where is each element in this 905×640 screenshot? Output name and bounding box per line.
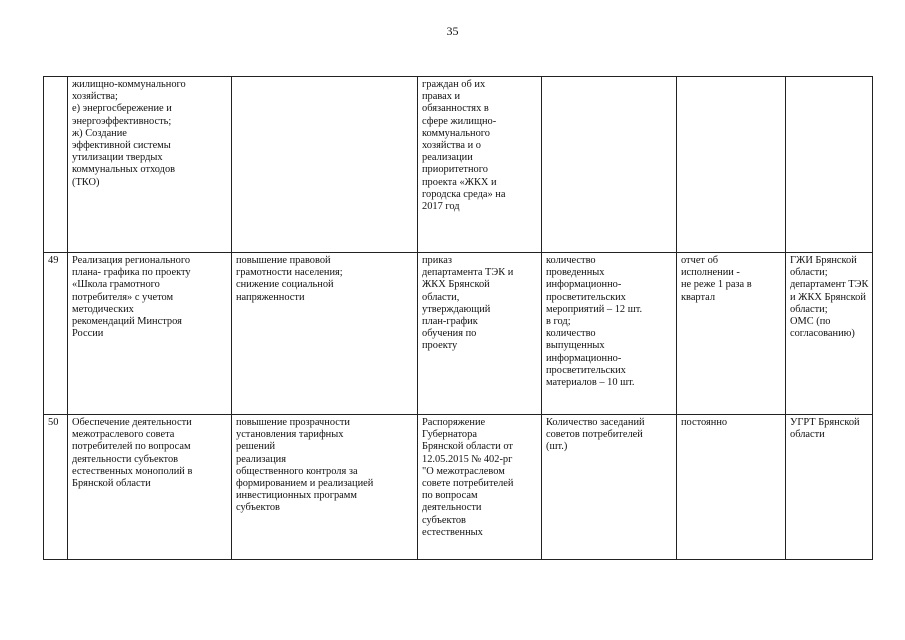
executor-line: области (790, 429, 825, 441)
report-form-line: постоянно (681, 417, 728, 428)
executor-cell (786, 253, 873, 415)
document-type-line: приказ (422, 255, 452, 266)
document-type-cell (418, 415, 542, 560)
document-type-line: ЖКХ Брянской (422, 279, 490, 291)
executor-line: УГРТ Брянской (790, 417, 860, 428)
executor-line: департамент ТЭК (790, 279, 869, 291)
page-number: 35 (446, 24, 459, 38)
document-type-line: Распоряжение (422, 417, 486, 428)
report-form-line: не реже 1 раза в (681, 279, 752, 291)
indicator-line: количество (546, 255, 596, 266)
indicator-line: советов потребителей (546, 429, 643, 441)
expected-result-line: субъектов (236, 502, 280, 514)
document-type-line: сфере жилищно- (422, 115, 497, 127)
document-type-cell (418, 253, 542, 415)
document-type-line: приоритетного (422, 164, 488, 176)
indicator-line: Количество заседаний (546, 417, 645, 428)
document-type-line: обучения по (422, 328, 477, 340)
executor-line: ОМС (по (790, 316, 831, 328)
row-number: 50 (48, 417, 59, 428)
indicator-line: (шт.) (546, 441, 568, 453)
expected-result-line: повышение прозрачности (236, 417, 350, 428)
indicator-line: проведенных (546, 267, 605, 279)
document-type-line: "О межотраслевом (422, 465, 505, 477)
document-type-cell (418, 77, 542, 253)
expected-result-line: грамотности населения; (236, 267, 343, 279)
table-row (44, 77, 873, 253)
expected-result-line: реализация (236, 453, 287, 465)
measure-name-cell (68, 415, 232, 560)
measure-name-line: межотраслевого совета (72, 429, 175, 441)
measure-name-line: рекомендаций Минстроя (72, 316, 182, 328)
indicator-line: просветительских (546, 291, 626, 303)
measure-name-line: утилизации твердых (72, 152, 163, 164)
measure-name-line: потребителя» с учетом (72, 291, 174, 303)
indicator-line: информационно- (546, 352, 622, 364)
measure-name-line: деятельности субъектов (72, 453, 179, 465)
measure-name-line: России (72, 328, 104, 340)
measure-name-line: Брянской области (72, 478, 151, 490)
report-form-line: квартал (681, 291, 716, 303)
measure-name-line: «Школа грамотного (72, 279, 160, 291)
row-number-cell (44, 253, 68, 415)
expected-result-cell (232, 415, 418, 560)
report-form-cell (677, 253, 786, 415)
document-type-line: реализации (422, 152, 473, 164)
measure-name-line: Реализация регионального (72, 255, 191, 266)
expected-result-line: повышение правовой (236, 255, 331, 266)
executor-line: ГЖИ Брянской (790, 255, 857, 266)
measure-name-line: (ТКО) (72, 176, 100, 188)
indicator-line: просветительских (546, 364, 626, 376)
measure-name-line: потребителей по вопросам (72, 441, 191, 453)
measure-name-line: е) энергосбережение и (72, 103, 172, 115)
executor-line: и ЖКХ Брянской (790, 291, 866, 303)
document-type-line: Губернатора (422, 429, 477, 441)
document-type-line: план-график (422, 316, 478, 328)
document-type-line: 2017 год (422, 201, 460, 213)
measure-name-line: Обеспечение деятельности (72, 417, 192, 428)
document-type-line: совете потребителей (422, 478, 514, 490)
measure-name-cell (68, 253, 232, 415)
document-type-line: проекта «ЖКХ и (422, 176, 497, 188)
table-row (44, 253, 873, 415)
document-type-line: правах и (422, 91, 461, 103)
document-type-line: городска среда» на (422, 188, 506, 200)
document-type-line: 12.05.2015 № 402-рг (422, 453, 513, 465)
measure-name-line: коммунальных отходов (72, 164, 176, 176)
document-type-line: субъектов (422, 514, 466, 526)
document-type-line: проекту (422, 340, 458, 352)
table-row (44, 415, 873, 560)
row-number: 49 (48, 255, 59, 266)
measure-name-line: эффективной системы (72, 140, 171, 152)
indicator-line: мероприятий – 12 шт. (546, 303, 643, 315)
indicator-cell (542, 253, 677, 415)
document-type-line: хозяйства и о (422, 140, 481, 152)
expected-result-line: общественного контроля за (236, 465, 358, 477)
expected-result-line: инвестиционных программ (236, 490, 357, 502)
indicator-line: выпущенных (546, 340, 605, 352)
measure-name-line: энергоэффективность; (72, 115, 172, 127)
report-form-cell (677, 77, 786, 253)
measure-name-line: плана- графика по проекту (72, 267, 191, 279)
document-type-line: коммунального (422, 127, 491, 139)
measure-name-cell (68, 77, 232, 253)
expected-result-cell (232, 77, 418, 253)
report-form-line: исполнении - (681, 267, 740, 279)
row-number-cell (44, 415, 68, 560)
document-type-line: области, (422, 291, 460, 303)
indicator-line: материалов – 10 шт. (546, 377, 635, 389)
indicator-line: в год; (546, 316, 571, 328)
document-type-line: департамента ТЭК и (422, 267, 514, 279)
document-type-line: обязанностях в (422, 103, 489, 115)
executor-line: области; (790, 303, 828, 315)
expected-result-line: установления тарифных (236, 429, 344, 441)
plan-table (43, 76, 873, 560)
expected-result-line: напряженности (236, 291, 305, 303)
executor-cell (786, 77, 873, 253)
expected-result-cell (232, 253, 418, 415)
measure-name-line: хозяйства; (72, 91, 118, 103)
document-type-line: по вопросам (422, 490, 478, 502)
measure-name-line: жилищно-коммунального (72, 79, 186, 90)
document-type-line: естественных (422, 526, 483, 538)
measure-name-line: методических (72, 303, 134, 315)
expected-result-line: снижение социальной (236, 279, 334, 291)
document-type-line: Брянской области от (422, 441, 513, 453)
document-type-line: граждан об их (422, 79, 486, 90)
indicator-cell (542, 77, 677, 253)
executor-cell (786, 415, 873, 560)
indicator-line: количество (546, 328, 596, 340)
executor-line: согласованию) (790, 328, 855, 340)
report-form-line: отчет об (681, 255, 719, 266)
expected-result-line: решений (236, 441, 276, 453)
measure-name-line: естественных монополий в (72, 465, 193, 477)
report-form-cell (677, 415, 786, 560)
executor-line: области; (790, 267, 828, 279)
document-type-line: деятельности (422, 502, 482, 514)
measure-name-line: ж) Создание (72, 127, 127, 139)
indicator-cell (542, 415, 677, 560)
document-type-line: утверждающий (422, 303, 491, 315)
row-number-cell (44, 77, 68, 253)
indicator-line: информационно- (546, 279, 622, 291)
expected-result-line: формированием и реализацией (236, 478, 374, 490)
